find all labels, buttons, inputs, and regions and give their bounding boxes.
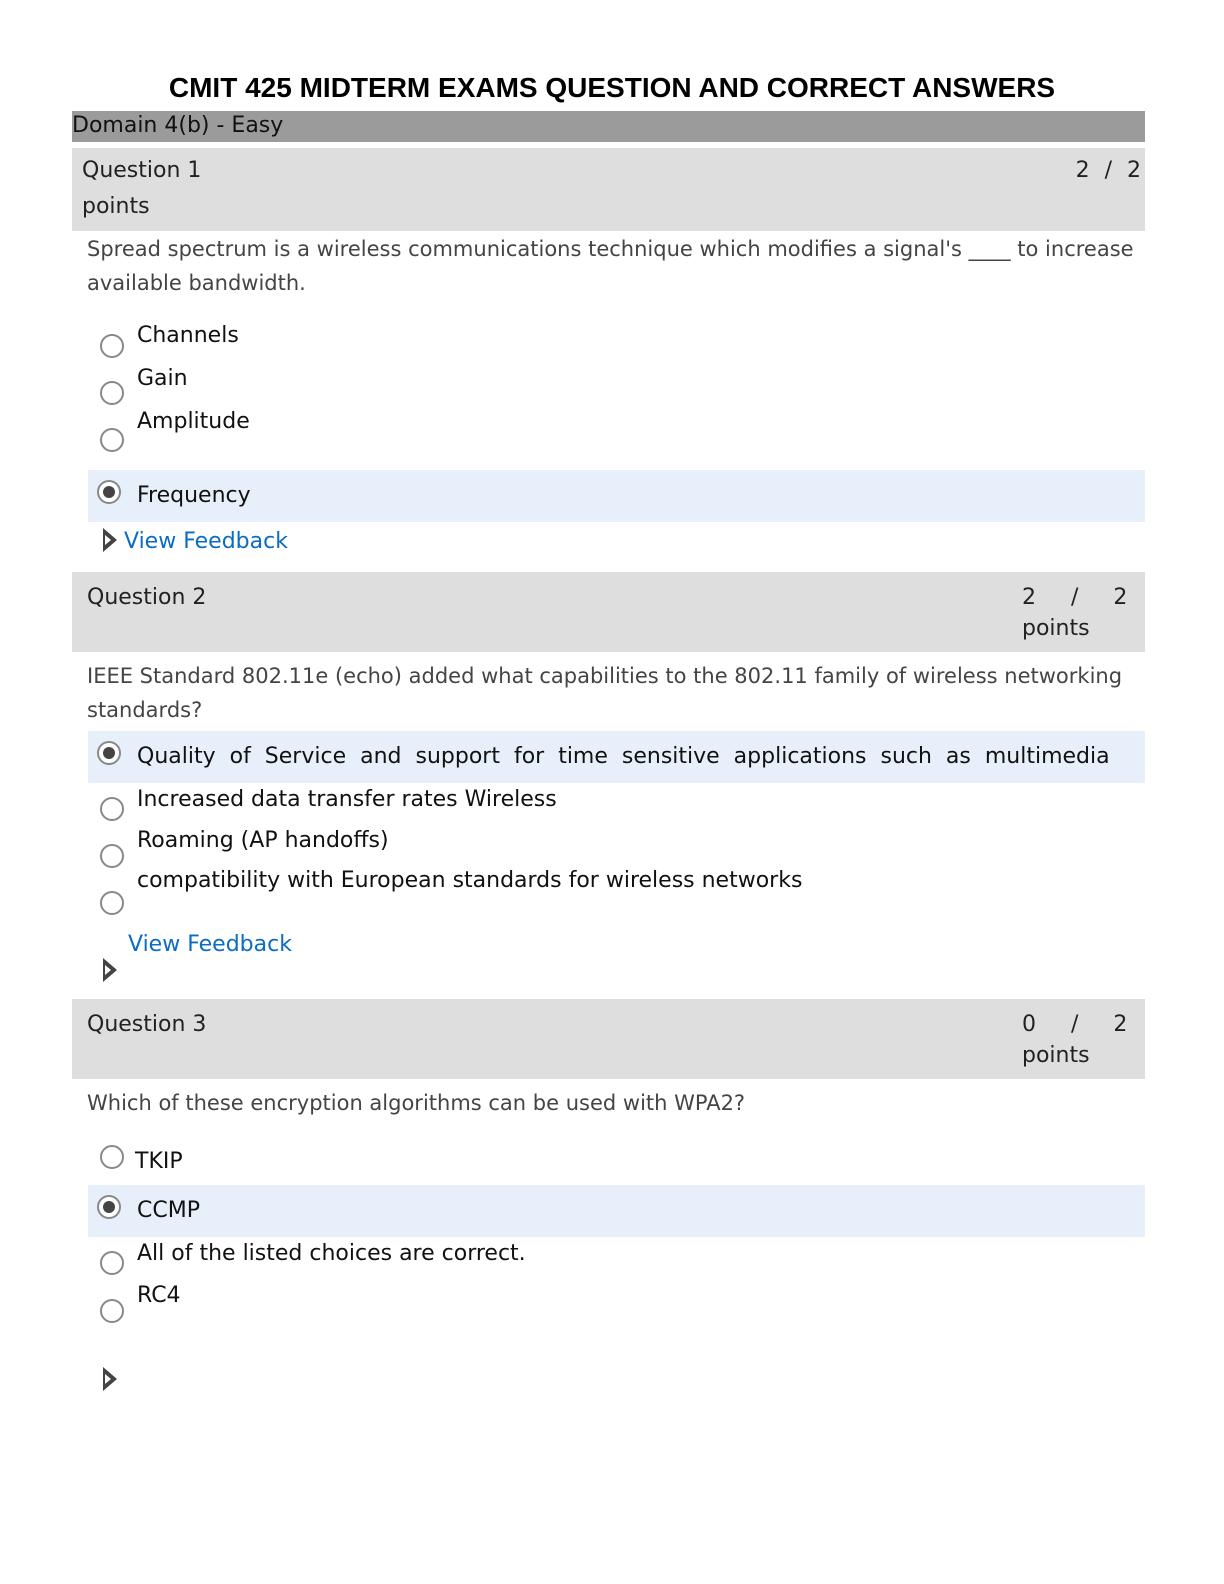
question-1-header: [72, 148, 1145, 231]
points-label: points: [1022, 1043, 1090, 1068]
question-3-text: Which of these encryption algorithms can be used with WPA2?: [87, 1091, 746, 1115]
option-label: RC4: [137, 1283, 181, 1308]
radio-option-selected[interactable]: [97, 480, 121, 504]
radio-option[interactable]: [100, 797, 124, 821]
option-label: Gain: [137, 366, 188, 391]
score: 2 / 2: [1075, 158, 1141, 183]
option-label: Increased data transfer rates Wireless: [137, 787, 557, 812]
radio-option[interactable]: [100, 891, 124, 915]
score: 0 / 2: [1022, 1012, 1128, 1037]
expand-triangle-icon[interactable]: [103, 528, 117, 552]
option-label: CCMP: [137, 1198, 200, 1223]
option-label: TKIP: [135, 1149, 183, 1174]
option-label: All of the listed choices are correct.: [137, 1241, 526, 1266]
option-label: Roaming (AP handoffs): [137, 828, 389, 853]
expand-triangle-icon[interactable]: [103, 1367, 117, 1391]
option-label: Amplitude: [137, 409, 250, 434]
radio-option[interactable]: [100, 381, 124, 405]
question-3-header: [72, 999, 1145, 1079]
question-label: Question 3: [87, 1012, 207, 1037]
question-1-text: Spread spectrum is a wireless communications technique which modifies a signal's ____ to increase available bandwidth.: [87, 237, 1134, 295]
points-label: points: [1022, 616, 1090, 641]
radio-option[interactable]: [100, 1145, 124, 1169]
radio-option-selected[interactable]: [97, 741, 121, 765]
radio-option-selected[interactable]: [97, 1195, 121, 1219]
radio-option[interactable]: [100, 334, 124, 358]
radio-option[interactable]: [100, 1251, 124, 1275]
option-label: Frequency: [137, 483, 251, 508]
question-label: Question 1: [82, 158, 202, 183]
radio-option[interactable]: [100, 1299, 124, 1323]
expand-triangle-icon[interactable]: [103, 958, 117, 982]
view-feedback-link[interactable]: View Feedback: [124, 529, 288, 554]
question-2-text: IEEE Standard 802.11e (echo) added what capabilities to the 802.11 family of wireless networking standards?: [87, 664, 1123, 722]
question-label: Question 2: [87, 585, 207, 610]
points-label: points: [82, 194, 150, 219]
radio-option[interactable]: [100, 428, 124, 452]
domain-header: Domain 4(b) - Easy: [72, 111, 1145, 142]
question-2-header: [72, 572, 1145, 652]
option-label: Channels: [137, 323, 239, 348]
radio-option[interactable]: [100, 844, 124, 868]
option-label: Quality of Service and support for time sensitive applications such as multimedia: [137, 744, 1110, 769]
option-label: compatibility with European standards for wireless networks: [137, 868, 803, 893]
page-title: CMIT 425 MIDTERM EXAMS QUESTION AND CORRECT ANSWERS: [168, 72, 1056, 103]
score: 2 / 2: [1022, 585, 1128, 610]
view-feedback-link[interactable]: View Feedback: [128, 932, 292, 957]
selected-answer-row: [88, 1185, 1145, 1237]
